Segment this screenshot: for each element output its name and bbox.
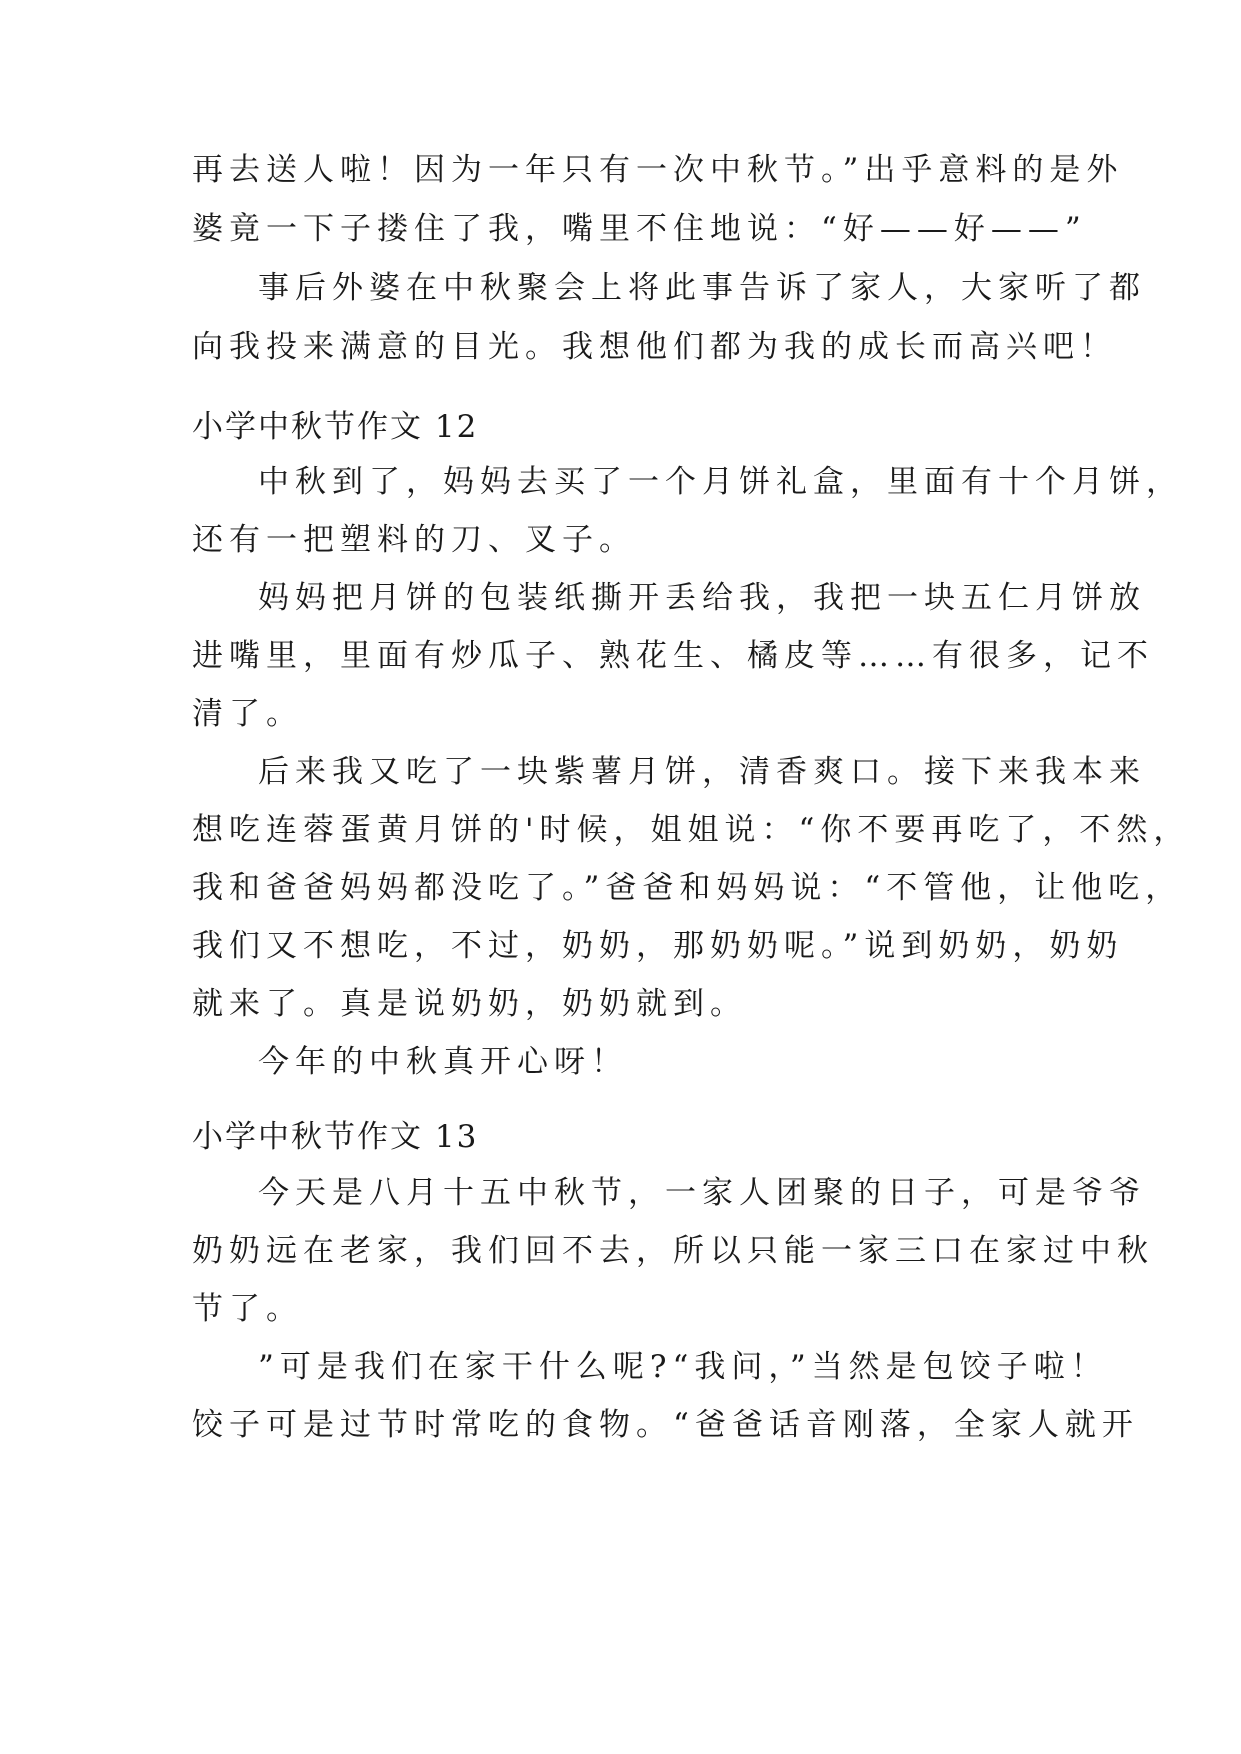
paragraph-line: 妈妈把月饼的包装纸撕开丢给我，我把一块五仁月饼放: [258, 580, 1146, 616]
paragraph-line: 就来了。真是说奶奶，奶奶就到。: [192, 986, 747, 1022]
paragraph-line: 奶奶远在老家，我们回不去，所以只能一家三口在家过中秋: [192, 1233, 1154, 1269]
section-heading: 小学中秋节作文 12: [192, 409, 479, 445]
paragraph-line: 后来我又吃了一块紫薯月饼，清香爽口。接下来我本来: [258, 754, 1146, 790]
section-heading: 小学中秋节作文 13: [192, 1119, 479, 1155]
paragraph-line: 今天是八月十五中秋节，一家人团聚的日子，可是爷爷: [258, 1175, 1146, 1211]
paragraph-line: 想吃连蓉蛋黄月饼的'时候，姐姐说：“你不要再吃了，不然，: [192, 812, 1191, 848]
paragraph-line: 进嘴里，里面有炒瓜子、熟花生、橘皮等……有很多，记不: [192, 638, 1154, 674]
paragraph-line: 我和爸爸妈妈都没吃了。”爸爸和妈妈说：“不管他，让他吃，: [192, 870, 1183, 906]
paragraph-line: ”可是我们在家干什么呢?“我问，”当然是包饺子啦！: [258, 1349, 1108, 1385]
paragraph-line: 事后外婆在中秋聚会上将此事告诉了家人，大家听了都: [258, 270, 1146, 306]
paragraph-line: 中秋到了，妈妈去买了一个月饼礼盒，里面有十个月饼，: [258, 464, 1183, 500]
paragraph-line: 清了。: [192, 696, 303, 732]
paragraph-line: 节了。: [192, 1291, 303, 1327]
paragraph-line: 婆竟一下子搂住了我，嘴里不住地说：“好——好——”: [192, 211, 1087, 247]
paragraph-line: 向我投来满意的目光。我想他们都为我的成长而高兴吧！: [192, 329, 1117, 365]
paragraph-line: 我们又不想吃，不过，奶奶，那奶奶呢。”说到奶奶，奶奶: [192, 928, 1124, 964]
paragraph-line: 再去送人啦！因为一年只有一次中秋节。”出乎意料的是外: [192, 152, 1124, 188]
paragraph-line: 今年的中秋真开心呀！: [258, 1044, 628, 1080]
paragraph-line: 还有一把塑料的刀、叉子。: [192, 522, 636, 558]
paragraph-line: 饺子可是过节时常吃的食物。“爸爸话音刚落，全家人就开: [192, 1407, 1139, 1443]
